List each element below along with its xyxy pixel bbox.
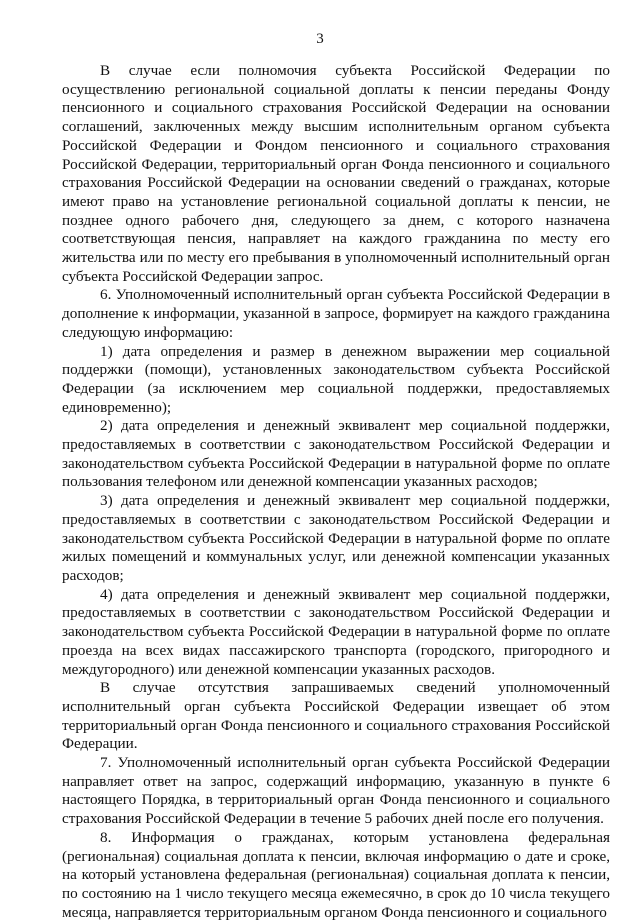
page-number: 3 [316, 31, 324, 47]
paragraph: 1) дата определения и размер в денежном выражении мер социальной поддержки (помощи), установленных законодательством субъекта Российской Федерации (за исключением мер социальной поддержки, предоставляемых единовременно); [62, 342, 610, 416]
paragraph: 8. Информация о гражданах, которым установлена федеральная (региональная) социальная доплата к пенсии, включая информацию о дате и сроке, на который установлена федеральная (региональная) социальная доплата к пенсии, по состоянию на 1 число текущего месяца ежемесячно, в срок до 10 числа текущего месяца, направляется территориальным органом Фонда пенсионного и социального [62, 828, 610, 921]
paragraph: 3) дата определения и денежный эквивалент мер социальной поддержки, предоставляемых в соответствии с законодательством Российской Федерации и законодательством субъекта Российской Федерации в натуральной форме по оплате жилых помещений и коммунальных услуг, или денежной компенсации указанных расходов; [62, 492, 610, 584]
paragraph: 4) дата определения и денежный эквивалент мер социальной поддержки, предоставляемых в соответствии с законодательством Российской Федерации и законодательством субъекта Российской Федерации в натуральной форме по оплате проезда на всех видах пассажирского транспорта (городского, пригородного и междугородного) или денежной компенсации указанных расходов. [62, 585, 610, 678]
paragraph: В случае если полномочия субъекта Российской Федерации по осуществлению региональной социальной доплаты к пенсии переданы Фонду пенсионного и социального страхования Российской Федерации на основании соглашений, заключенных между высшим исполнительным органом субъекта Российской Федерации и Фондом пенсионного и социального страхования Российской Федерации, территориальный орган Фонда пенсионного и социального страхования Российской Федерации на основании сведений о гражданах, которые имеют право на установление региональной социальной доплаты к пенсии, не позднее одного рабочего дня, следующего за днем, с которого назначена соответствующая пенсия, направляет на каждого гражданина по месту его жительства или по месту его пребывания в уполномоченный исполнительный орган субъекта Российской Федерации запрос. [62, 62, 610, 285]
paragraph: 7. Уполномоченный исполнительный орган субъекта Российской Федерации направляет ответ на запрос, содержащий информацию, указанную в пункте 6 настоящего Порядка, в территориальный орган Фонда пенсионного и социального страхования Российской Федерации в течение 5 рабочих дней после его получения. [62, 754, 610, 828]
document-body [62, 62, 610, 922]
paragraph: 6. Уполномоченный исполнительный орган субъекта Российской Федерации в дополнение к информации, указанной в запросе, формирует на каждого гражданина следующую информацию: [62, 286, 610, 341]
paragraph: 2) дата определения и денежный эквивалент мер социальной поддержки, предоставляемых в соответствии с законодательством Российской Федерации и законодательством субъекта Российской Федерации в натуральной форме по оплате пользования телефоном или денежной компенсации указанных расходов; [62, 417, 610, 491]
paragraph: В случае отсутствия запрашиваемых сведений уполномоченный исполнительный орган субъекта Российской Федерации извещает об этом территориальный орган Фонда пенсионного и социального страхования Российской Федерации. [62, 679, 610, 753]
